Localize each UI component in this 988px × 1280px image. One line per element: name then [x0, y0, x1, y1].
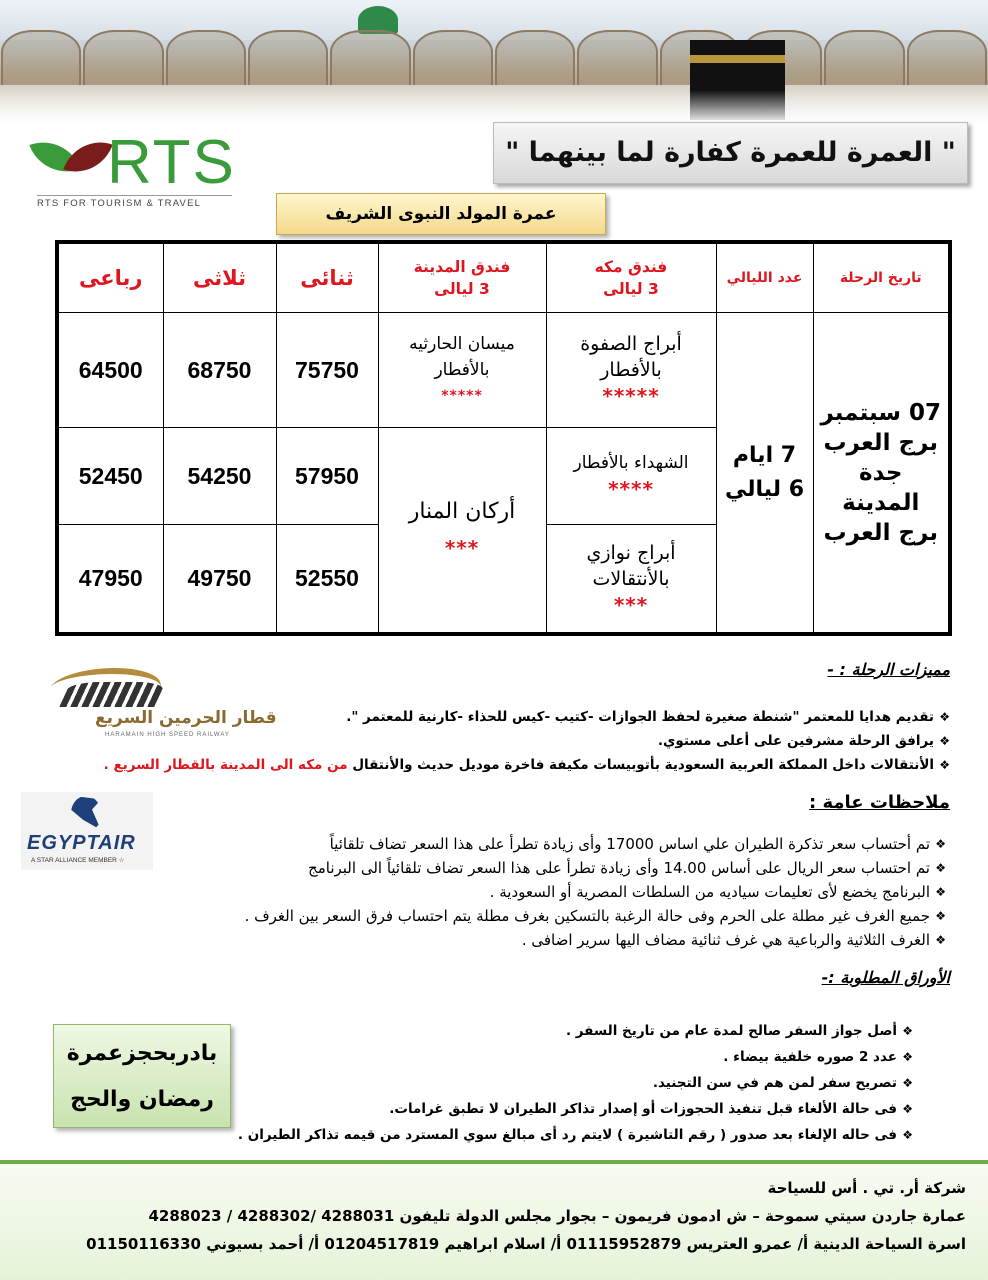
header-makkah-hotel: فندق مكه 3 ليالى [546, 242, 716, 313]
list-item: ❖ البرنامج يخضع لأى تعليمات سياديه من السلطات المصرية أو السعودية . [245, 880, 946, 904]
features-list [104, 705, 950, 777]
company-address: عمارة جاردن سيتي سموحة – ش ادمون فريمون – بجوار مجلس الدولة تليفون 4288031 /4288302 / 4288023 [148, 1207, 966, 1225]
rts-logo [35, 128, 236, 213]
company-name: شركة أر. تي . أس للسياحة [767, 1179, 966, 1197]
logo-leaf-icon [63, 132, 112, 183]
price-quad: 64500 [57, 313, 163, 428]
program-title: عمرة المولد النبوى الشريف [276, 193, 606, 235]
price-double: 57950 [276, 428, 378, 525]
header-quad: رباعى [57, 242, 163, 313]
header-triple: ثلاثى [163, 242, 276, 313]
header-trip-date: تاريخ الرحلة [813, 242, 950, 313]
documents-title: الأوراق المطلوبة :- [821, 968, 950, 987]
trip-info-cell: 07 سبتمبر برج العرب جدة المدينة برج العرب [813, 313, 950, 634]
rating-stars: ***** [441, 388, 483, 405]
price-triple: 68750 [163, 313, 276, 428]
list-item: ❖ أصل جواز السفر صالح لمدة عام من تاريخ السفر . [238, 1018, 913, 1044]
features-title: مميزات الرحلة : - [827, 660, 950, 679]
list-item: ❖ فى حاله الإلغاء بعد صدور ( رقم التاشيرة ) لايتم رد أى مبالغ سوي المسترد من قيمه تذاكر الطيران . [238, 1122, 913, 1148]
duration-cell: 7 ايام 6 ليالي [716, 313, 813, 634]
notes-title: ملاحظات عامة : [808, 792, 950, 813]
price-double: 52550 [276, 525, 378, 634]
kaaba-band [690, 55, 785, 63]
list-item: ❖ تقديم هدايا للمعتمر "شنطة صغيرة لحفظ الجوازات -كتيب -كيس للحذاء -كارنية للمعتمر ". [104, 705, 950, 729]
logo-letters: RTS [107, 128, 236, 197]
company-contacts: اسرة السياحة الدينية أ/ عمرو العتريس 01115952879 أ/ اسلام ابراهيم 01204517819 أ/ أحمد بسيوني 01150116330 [86, 1235, 966, 1253]
header-nights: عدد الليالي [716, 242, 813, 313]
list-item: ❖ عدد 2 صوره خلفية بيضاء . [238, 1044, 913, 1070]
egyptair-logo: EGYPTAIR A STAR ALLIANCE MEMBER ☆ [21, 792, 153, 870]
makkah-hotel-cell: أبراج الصفوة بالأفطار ***** [546, 313, 716, 428]
price-triple: 54250 [163, 428, 276, 525]
makkah-hotel-cell: أبراج نوازي بالأنتقالات *** [546, 525, 716, 634]
quote-box: " العمرة للعمرة كفارة لما بينهما " [493, 122, 968, 184]
price-double: 75750 [276, 313, 378, 428]
train-stripes-icon [59, 682, 166, 707]
header-banner-photo [0, 0, 988, 125]
list-item: ❖ تم احتساب سعر الريال على أساس 14.00 وأى زيادة تطرأ على هذا السعر تضاف تلقائياً الى البرنامج [245, 856, 946, 880]
table-row [57, 313, 950, 428]
rating-stars: **** [608, 477, 654, 502]
rating-stars: ***** [602, 384, 660, 409]
logo-tagline: RTS FOR TOURISM & TRAVEL [37, 195, 232, 209]
banner-arches [0, 30, 988, 85]
haramain-train-logo: قطار الحرمين السريع HARAMAIN HIGH SPEED RAILWAY [50, 660, 250, 745]
header-madinah-hotel: فندق المدينة 3 ليالى [378, 242, 546, 313]
rating-stars: *** [444, 536, 480, 561]
table-header-row [57, 242, 950, 313]
list-item: ❖ الغرف الثلاثية والرباعية هي غرف ثنائية مضاف اليها سرير اضافى . [245, 928, 946, 952]
list-item: ❖ جميع الغرف غير مطلة على الحرم وفى حالة الرغبة بالتسكين بغرف مطلة يتم احتساب فرق السعر بين الغرف . [245, 904, 946, 928]
makkah-hotel-cell: الشهداء بالأفطار **** [546, 428, 716, 525]
price-quad: 52450 [57, 428, 163, 525]
price-triple: 49750 [163, 525, 276, 634]
header-double: ثنائى [276, 242, 378, 313]
price-quad: 47950 [57, 525, 163, 634]
horus-bird-icon [71, 796, 101, 830]
notes-list [245, 832, 946, 952]
list-item: ❖ الأنتقالات داخل المملكة العربية السعودية بأتوبيسات مكيفة فاخرة موديل حديث والأنتقال من مكه الى المدينة بالقطار السريع . [104, 753, 950, 777]
rating-stars: *** [613, 592, 649, 617]
price-table [55, 240, 952, 636]
madinah-hotel-cell: ميسان الحارثيه بالأفطار ***** [378, 313, 546, 428]
list-item: ❖ تم أحتساب سعر تذكرة الطيران علي اساس 17000 وأى زيادة تطرأ على هذا السعر تضاف تلقائياً [245, 832, 946, 856]
list-item: ❖ تصريح سفر لمن هم في سن التجنيد. [238, 1070, 913, 1096]
booking-promo-box: بادربحجزعمرة رمضان والحج [53, 1024, 231, 1128]
madinah-hotel-cell: أركان المنار *** [378, 428, 546, 634]
list-item: ❖ يرافق الرحلة مشرفين على أعلى مستوي. [104, 729, 950, 753]
documents-list [238, 1018, 913, 1148]
footer-contact [0, 1164, 988, 1280]
list-item: ❖ فى حالة الألغاء قبل تنفيذ الحجوزات أو إصدار تذاكر الطيران لا تطبق غرامات. [238, 1096, 913, 1122]
